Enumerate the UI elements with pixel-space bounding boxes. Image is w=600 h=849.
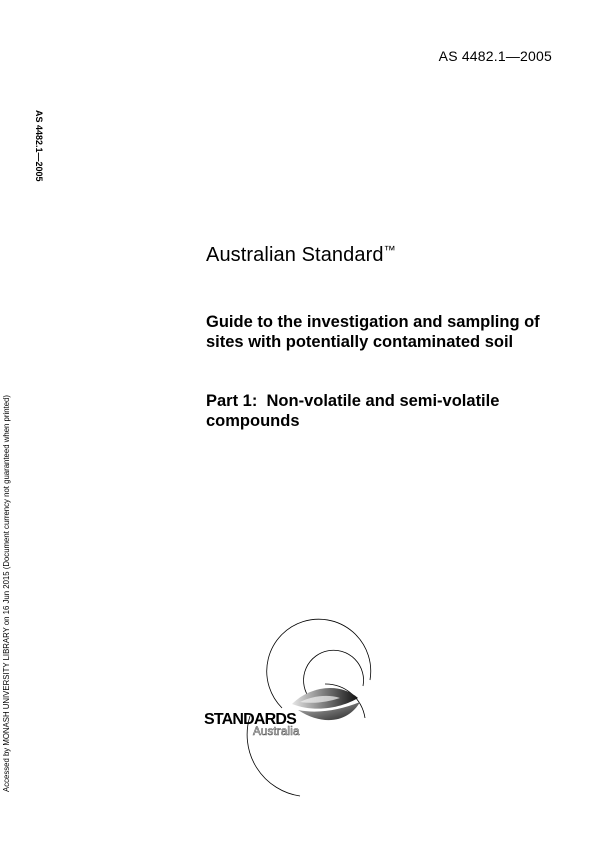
part-title: Part 1: Non-volatile and semi-volatile compounds	[206, 392, 500, 430]
standards-australia-logo	[200, 618, 380, 808]
logo-subtext: Australia	[253, 726, 300, 738]
document-title: Guide to the investigation and sampling of sites with potentially contaminated soil	[206, 313, 540, 351]
document-number: AS 4482.1—2005	[438, 48, 552, 64]
trademark-symbol: ™	[383, 243, 396, 257]
series-title	[206, 243, 396, 267]
logo-wordmark: STANDARDS	[204, 711, 297, 728]
spine-document-number: AS 4482.1—2005	[34, 110, 44, 182]
series-name: Australian Standard	[206, 244, 384, 266]
access-note: Accessed by MONASH UNIVERSITY LIBRARY on 16 Jun 2015 (Document currency not guaranteed when printed)	[2, 395, 11, 792]
